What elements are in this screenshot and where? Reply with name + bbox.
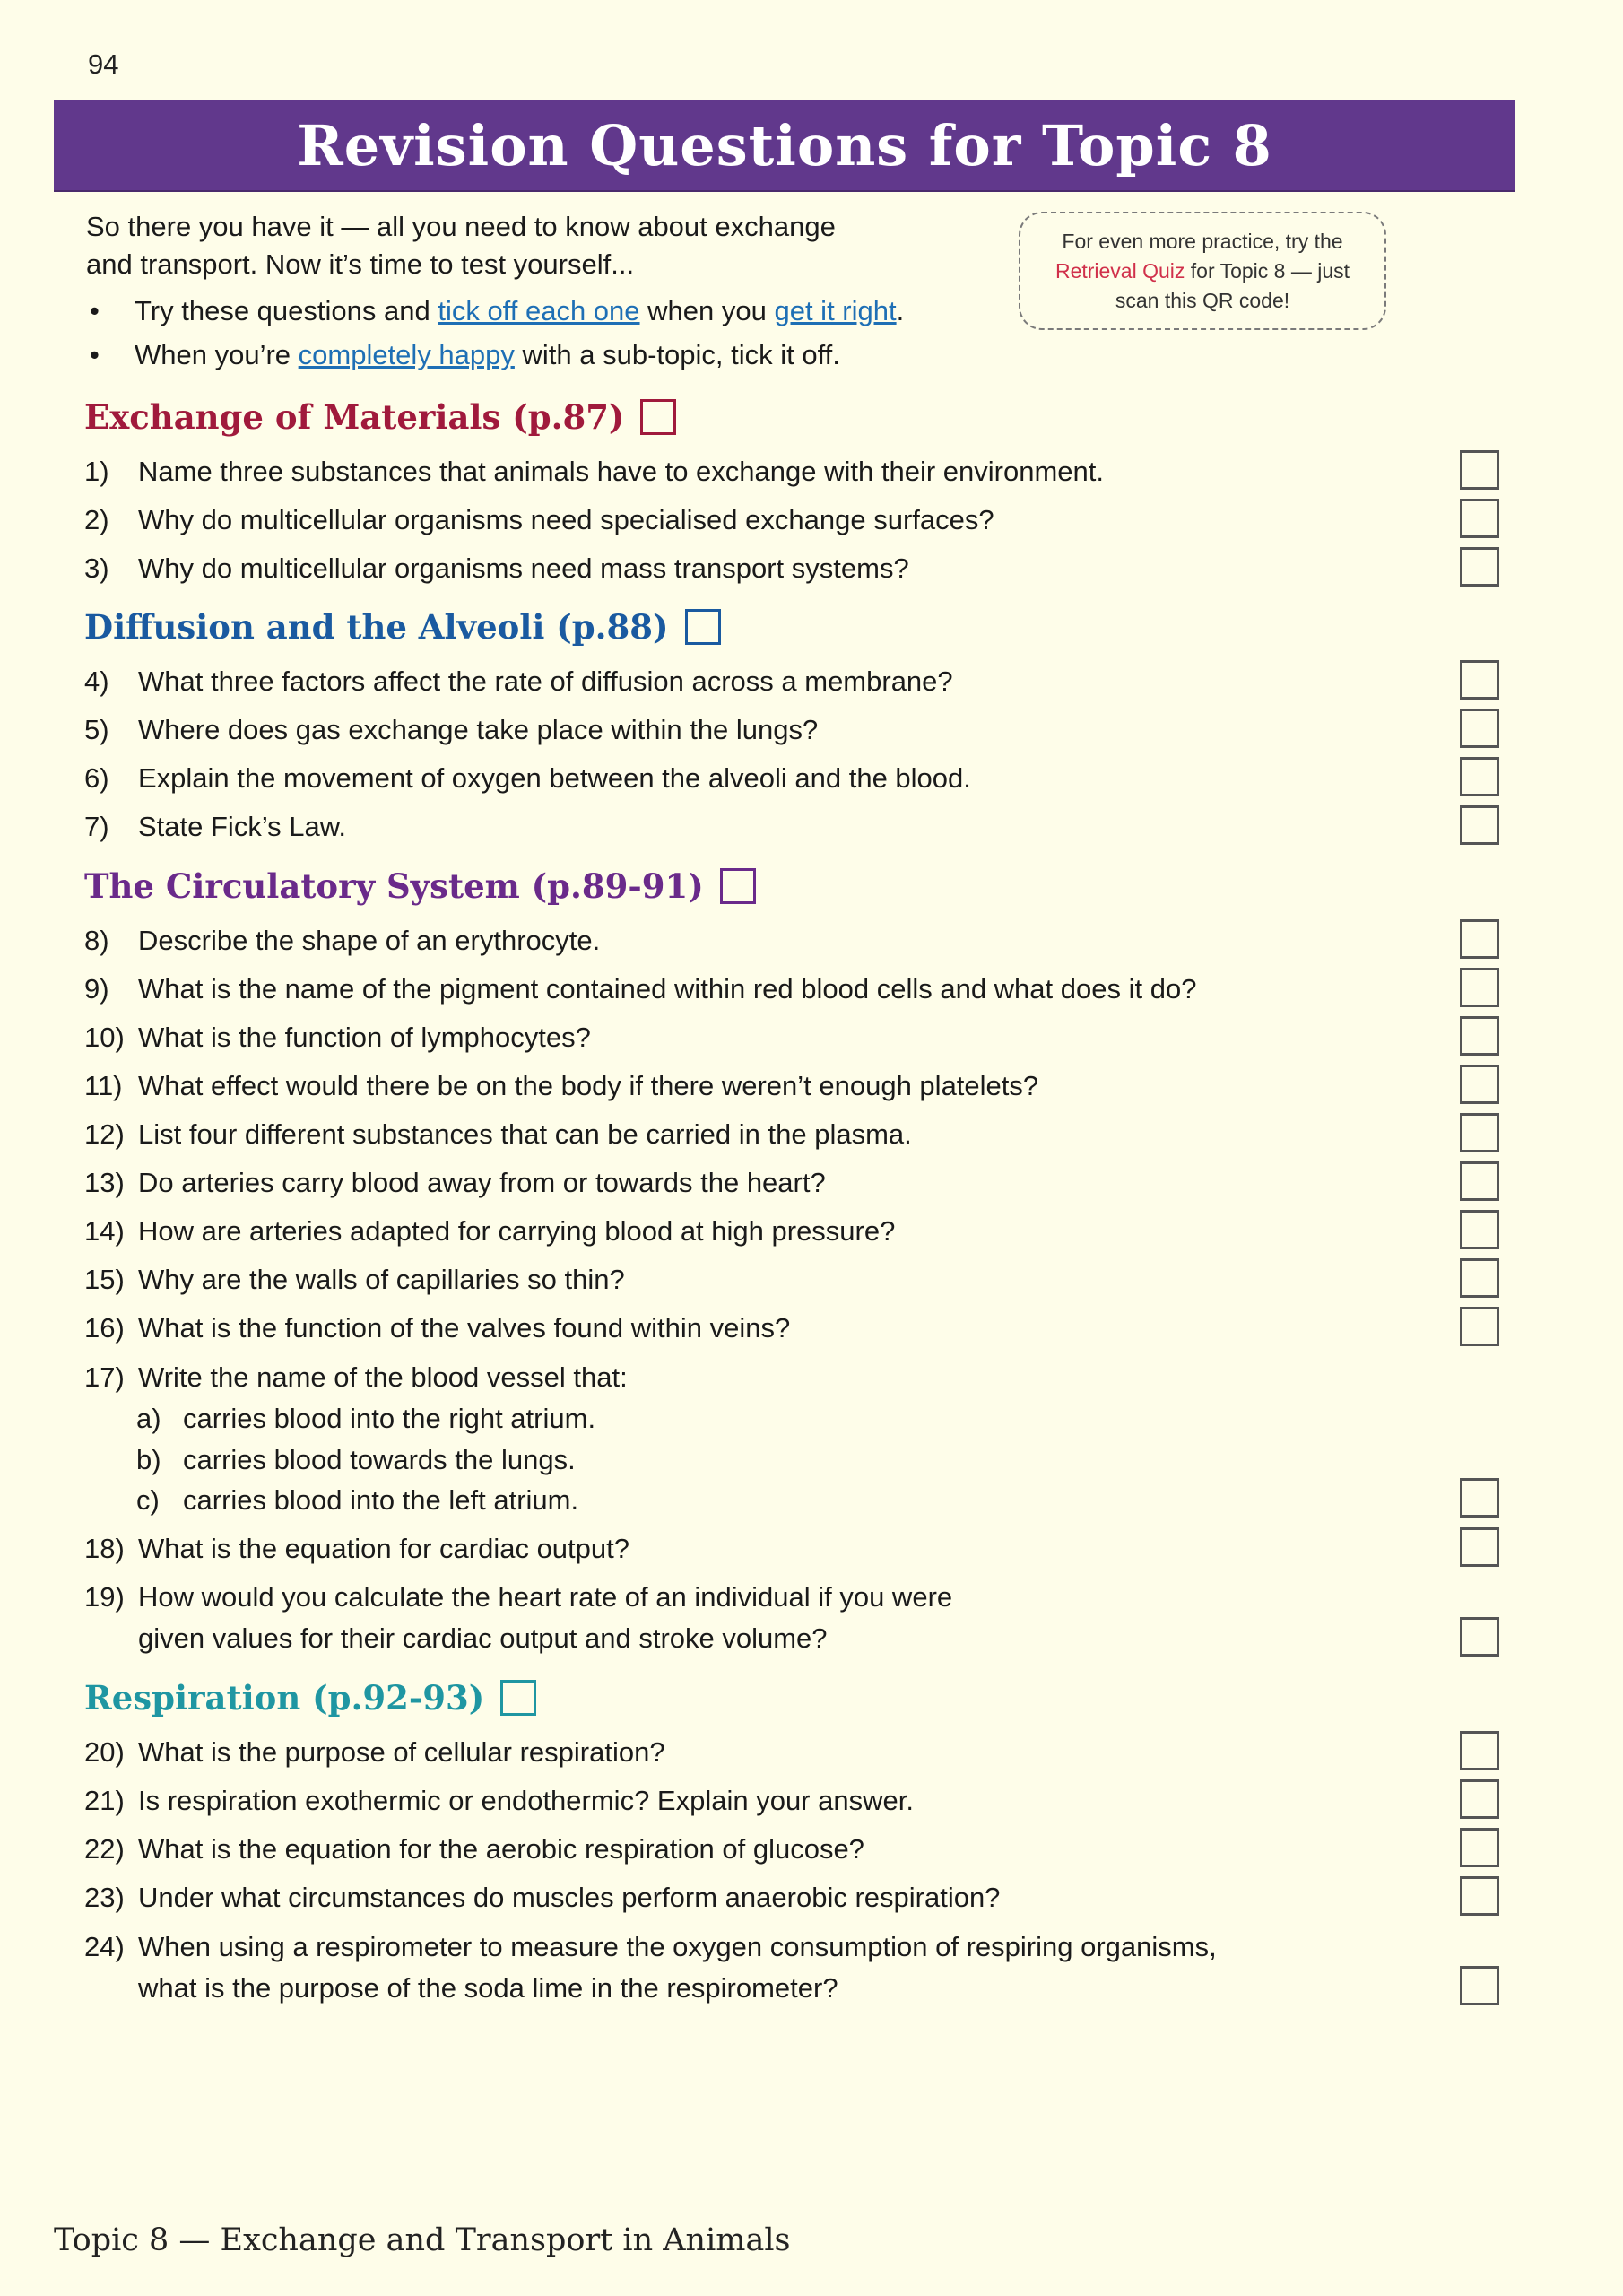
question-3-checkbox[interactable] <box>1460 547 1499 587</box>
question-number: 16) <box>84 1312 125 1344</box>
question-number: 3) <box>84 552 109 584</box>
bullet-1-text-c: . <box>896 295 905 326</box>
question-text: Is respiration exothermic or endothermic? Explain your answer. <box>138 1785 914 1816</box>
question-text: Why do multicellular organisms need mass transport systems? <box>138 552 909 584</box>
question-number: 23) <box>84 1882 125 1913</box>
question-number: 9) <box>84 973 109 1004</box>
question-number: 22) <box>84 1833 125 1865</box>
bullet-icon: • <box>90 295 100 326</box>
question-8-checkbox[interactable] <box>1460 919 1499 959</box>
section-checkbox-diffusion[interactable] <box>685 609 721 645</box>
question-text: What is the equation for the aerobic respiration of glucose? <box>138 1833 864 1865</box>
question-number: 7) <box>84 811 109 842</box>
callout-text-b: for Topic 8 — just scan this QR code! <box>1115 258 1350 312</box>
question-text: What is the equation for cardiac output? <box>138 1533 629 1564</box>
question-number: 19) <box>84 1581 125 1613</box>
question-text: Describe the shape of an erythrocyte. <box>138 925 601 956</box>
intro-line-2: and transport. Now it’s time to test yourself... <box>86 248 635 280</box>
part-label: c) <box>136 1484 160 1516</box>
retrieval-quiz-link[interactable]: Retrieval Quiz <box>1055 258 1185 283</box>
part-text: carries blood into the left atrium. <box>183 1484 579 1516</box>
question-number: 13) <box>84 1167 125 1198</box>
section-heading-diffusion <box>84 607 721 647</box>
question-text: Why are the walls of capillaries so thin? <box>138 1264 625 1295</box>
question-20-checkbox[interactable] <box>1460 1731 1499 1770</box>
intro-bullet-1 <box>86 289 983 333</box>
question-text: Why do multicellular organisms need specialised exchange surfaces? <box>138 504 994 535</box>
question-text: List four different substances that can be carried in the plasma. <box>138 1118 912 1150</box>
section-heading-circulatory <box>84 866 756 906</box>
bullet-1-text-b: when you <box>639 295 775 326</box>
question-7-checkbox[interactable] <box>1460 805 1499 845</box>
get-it-right-link[interactable]: get it right <box>774 295 897 326</box>
question-text: Do arteries carry blood away from or towards the heart? <box>138 1167 826 1198</box>
question-number: 20) <box>84 1736 125 1768</box>
question-text: Write the name of the blood vessel that: <box>138 1361 628 1393</box>
question-text: Explain the movement of oxygen between the alveoli and the blood. <box>138 762 971 794</box>
part-text: carries blood towards the lungs. <box>183 1444 576 1475</box>
intro <box>86 208 983 377</box>
question-number: 24) <box>84 1931 125 1962</box>
section-title-exchange: Exchange of Materials (p.87) <box>84 397 625 437</box>
question-5-checkbox[interactable] <box>1460 709 1499 748</box>
question-2-checkbox[interactable] <box>1460 499 1499 538</box>
question-11-checkbox[interactable] <box>1460 1065 1499 1104</box>
question-number: 5) <box>84 714 109 745</box>
part-label: b) <box>136 1444 161 1475</box>
section-title-respiration: Respiration (p.92-93) <box>84 1678 485 1718</box>
question-text: What is the name of the pigment contained within red blood cells and what does it do? <box>138 973 1197 1004</box>
question-text-continued: given values for their cardiac output and stroke volume? <box>138 1622 828 1654</box>
section-heading-respiration <box>84 1678 536 1718</box>
question-text: How are arteries adapted for carrying blood at high pressure? <box>138 1215 896 1247</box>
section-title-circulatory: The Circulatory System (p.89-91) <box>84 866 704 906</box>
question-17-part-a <box>136 1398 595 1439</box>
bullet-2-text-a: When you’re <box>135 339 299 370</box>
question-9-checkbox[interactable] <box>1460 968 1499 1007</box>
question-1-checkbox[interactable] <box>1460 450 1499 490</box>
question-17-part-c <box>136 1480 578 1521</box>
intro-line-1: So there you have it — all you need to know about exchange <box>86 211 836 242</box>
question-17-checkbox[interactable] <box>1460 1478 1499 1518</box>
bullet-2-text-b: with a sub-topic, tick it off. <box>514 339 840 370</box>
question-22-checkbox[interactable] <box>1460 1828 1499 1867</box>
question-24-checkbox[interactable] <box>1460 1966 1499 2005</box>
section-checkbox-respiration[interactable] <box>500 1680 536 1716</box>
question-15-checkbox[interactable] <box>1460 1258 1499 1298</box>
question-number: 11) <box>84 1070 123 1101</box>
callout-text-a: For even more practice, try the <box>1062 229 1343 253</box>
question-number: 14) <box>84 1215 125 1247</box>
question-number: 12) <box>84 1118 125 1150</box>
section-heading-exchange <box>84 397 676 437</box>
title-banner <box>54 100 1515 190</box>
question-number: 4) <box>84 665 109 697</box>
part-label: a) <box>136 1403 161 1434</box>
completely-happy-link[interactable]: completely happy <box>298 339 515 370</box>
question-number: 6) <box>84 762 109 794</box>
question-number: 1) <box>84 456 109 487</box>
question-text: When using a respirometer to measure the oxygen consumption of respiring organisms, <box>138 1931 1217 1962</box>
question-text: Where does gas exchange take place within the lungs? <box>138 714 819 745</box>
part-text: carries blood into the right atrium. <box>183 1403 596 1434</box>
question-18-checkbox[interactable] <box>1460 1527 1499 1567</box>
question-text: What is the function of lymphocytes? <box>138 1022 591 1053</box>
question-4-checkbox[interactable] <box>1460 660 1499 700</box>
question-text: What is the purpose of cellular respiration? <box>138 1736 665 1768</box>
question-number: 18) <box>84 1533 125 1564</box>
question-text: Under what circumstances do muscles perform anaerobic respiration? <box>138 1882 1001 1913</box>
question-16-checkbox[interactable] <box>1460 1307 1499 1346</box>
retrieval-quiz-callout <box>1019 212 1386 330</box>
section-title-diffusion: Diffusion and the Alveoli (p.88) <box>84 607 669 647</box>
question-6-checkbox[interactable] <box>1460 757 1499 796</box>
question-19-checkbox[interactable] <box>1460 1617 1499 1657</box>
question-12-checkbox[interactable] <box>1460 1113 1499 1152</box>
question-21-checkbox[interactable] <box>1460 1779 1499 1819</box>
question-text: State Fick’s Law. <box>138 811 347 842</box>
callout-text <box>1038 227 1367 316</box>
question-23-checkbox[interactable] <box>1460 1876 1499 1916</box>
question-number: 17) <box>84 1361 125 1393</box>
page-number: 94 <box>88 48 119 80</box>
question-17-part-b <box>136 1439 576 1481</box>
question-number: 8) <box>84 925 109 956</box>
intro-bullet-2 <box>86 333 983 377</box>
question-number: 15) <box>84 1264 125 1295</box>
question-text: How would you calculate the heart rate of an individual if you were <box>138 1581 953 1613</box>
question-text: Name three substances that animals have to exchange with their environment. <box>138 456 1104 487</box>
page-title: Revision Questions for Topic 8 <box>297 112 1272 178</box>
question-number: 2) <box>84 504 109 535</box>
question-text: What three factors affect the rate of diffusion across a membrane? <box>138 665 953 697</box>
section-checkbox-circulatory[interactable] <box>720 868 756 904</box>
question-13-checkbox[interactable] <box>1460 1161 1499 1201</box>
intro-bullets <box>86 289 983 377</box>
question-text-continued: what is the purpose of the soda lime in the respirometer? <box>138 1972 838 2004</box>
question-number: 10) <box>84 1022 125 1053</box>
bullet-icon: • <box>90 339 100 370</box>
question-10-checkbox[interactable] <box>1460 1016 1499 1056</box>
page-footer: Topic 8 — Exchange and Transport in Animals <box>54 2222 791 2258</box>
section-checkbox-exchange[interactable] <box>640 399 676 435</box>
question-text: What is the function of the valves found within veins? <box>138 1312 791 1344</box>
bullet-1-text-a: Try these questions and <box>135 295 438 326</box>
question-number: 21) <box>84 1785 125 1816</box>
question-text: What effect would there be on the body if there weren’t enough platelets? <box>138 1070 1039 1101</box>
question-14-checkbox[interactable] <box>1460 1210 1499 1249</box>
tick-off-link[interactable]: tick off each one <box>438 295 640 326</box>
